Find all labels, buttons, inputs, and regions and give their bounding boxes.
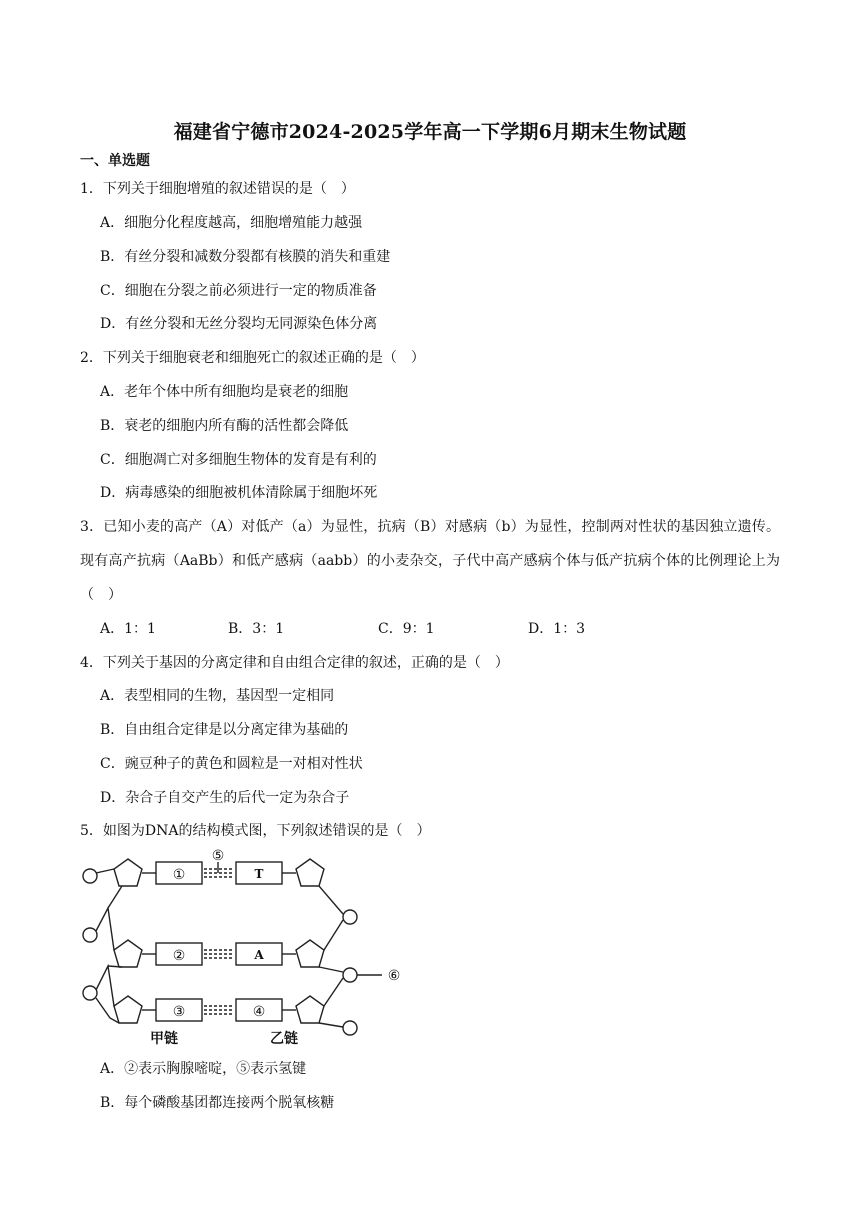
deoxyribose-pentagon <box>296 996 324 1023</box>
base-label-1: ① <box>172 867 186 883</box>
question-4-option-d: D．杂合子自交产生的后代一定为杂合子 <box>100 790 350 806</box>
section-heading: 一、单选题 <box>80 153 150 169</box>
question-1-option-d: D．有丝分裂和无丝分裂均无同源染色体分离 <box>100 316 378 332</box>
question-4-stem: 4．下列关于基因的分离定律和自由组合定律的叙述，正确的是（ ） <box>80 655 509 671</box>
dna-structure-figure <box>70 848 420 1048</box>
question-2-stem: 2．下列关于细胞衰老和细胞死亡的叙述正确的是（ ） <box>80 350 425 366</box>
question-2-option-d: D．病毒感染的细胞被机体清除属于细胞坏死 <box>100 485 378 501</box>
question-3-option-d: D．1：3 <box>528 621 586 637</box>
question-2-option-b: B．衰老的细胞内所有酶的活性都会降低 <box>100 418 349 434</box>
deoxyribose-pentagon <box>114 859 142 886</box>
phosphate-circle <box>83 928 97 942</box>
question-3-option-c: C．9：1 <box>378 621 435 637</box>
phosphate-label: ⑥ <box>387 968 401 984</box>
question-1-option-c: C．细胞在分裂之前必须进行一定的物质准备 <box>100 283 377 299</box>
phosphate-circle <box>343 1021 357 1035</box>
question-3-stem: 3．已知小麦的高产（A）对低产（a）为显性，抗病（B）对感病（b）为显性，控制两对性状的基因独立遗传。现有高产抗病（AaBb）和低产感病（aabb）的小麦杂交，子代中高产感病个体与低产抗病个体的比例理论上为（ ） <box>80 519 780 603</box>
strand-label-left: 甲链 <box>150 1031 178 1047</box>
question-5-option-a: A．②表示胸腺嘧啶，⑤表示氢键 <box>100 1061 307 1077</box>
base-label-4: ④ <box>252 1004 266 1020</box>
strand-label-right: 乙链 <box>270 1031 298 1047</box>
question-1-option-b: B．有丝分裂和减数分裂都有核膜的消失和重建 <box>100 249 391 265</box>
base-label-2: ② <box>172 948 186 964</box>
question-2-option-c: C．细胞凋亡对多细胞生物体的发育是有利的 <box>100 452 377 468</box>
deoxyribose-pentagon <box>114 940 142 967</box>
base-label-t: T <box>254 867 264 881</box>
question-2-option-a: A．老年个体中所有细胞均是衰老的细胞 <box>100 384 349 400</box>
question-4-option-a: A．表型相同的生物，基因型一定相同 <box>100 688 335 704</box>
deoxyribose-pentagon <box>296 859 324 886</box>
phosphate-circle <box>343 968 357 982</box>
base-label-a: A <box>254 948 264 962</box>
deoxyribose-pentagon <box>114 996 142 1023</box>
question-4-option-b: B．自由组合定律是以分离定律为基础的 <box>100 722 349 738</box>
base-label-3: ③ <box>172 1004 186 1020</box>
bond-label: ⑤ <box>211 848 225 864</box>
phosphate-circle <box>343 910 357 924</box>
question-3-option-b: B．3：1 <box>228 621 285 637</box>
question-1-option-a: A．细胞分化程度越高，细胞增殖能力越强 <box>100 215 363 231</box>
phosphate-circle <box>83 986 97 1000</box>
question-3-option-a: A．1：1 <box>100 621 156 637</box>
question-1-stem: 1．下列关于细胞增殖的叙述错误的是（ ） <box>80 181 355 197</box>
question-4-option-c: C．豌豆种子的黄色和圆粒是一对相对性状 <box>100 756 363 772</box>
question-5-option-b: B．每个磷酸基团都连接两个脱氧核糖 <box>100 1095 335 1111</box>
question-5-stem: 5．如图为DNA的结构模式图，下列叙述错误的是（ ） <box>80 823 431 839</box>
phosphate-circle <box>83 869 97 883</box>
deoxyribose-pentagon <box>296 940 324 967</box>
document-title: 福建省宁德市2024-2025学年高一下学期6月期末生物试题 <box>173 121 687 143</box>
